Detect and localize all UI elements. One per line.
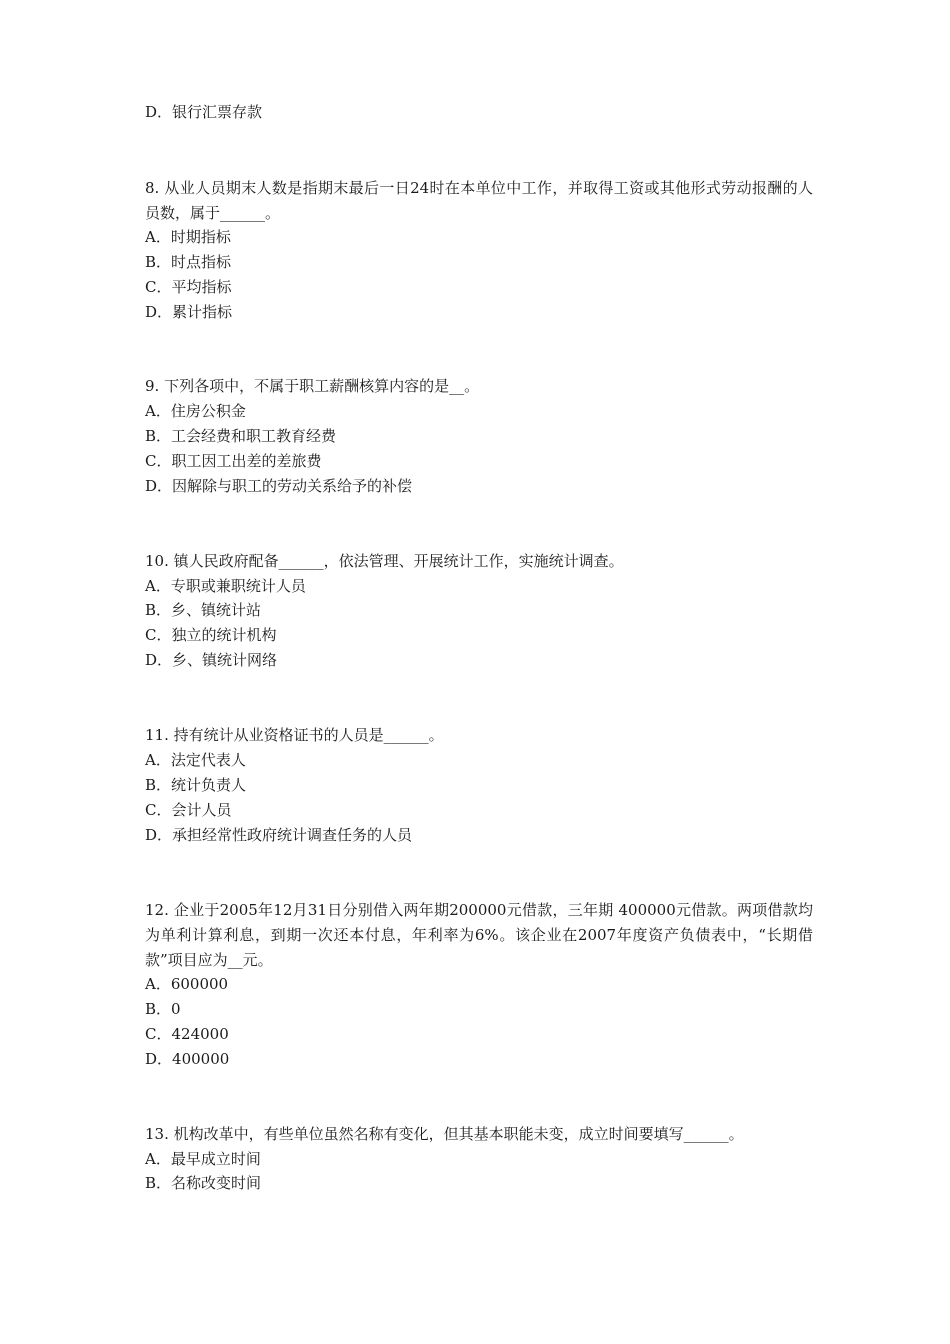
question-9-option-a: A．住房公积金 [145,402,246,420]
option-d-prev: D．银行汇票存款 [145,103,263,121]
question-8-stem: 8. 从业人员期末人数是指期末最后一日24时在本单位中工作，并取得工资或其他形式劳动报酬的人员数，属于______。 [145,179,813,222]
question-9-option-b: B．工会经费和职工教育经费 [145,427,337,445]
question-12-stem: 12. 企业于2005年12月31日分别借入两年期200000元借款，三年期 400000元借款。两项借款均为单利计算利息，到期一次还本付息，年利率为6%。该企业在2007年度资产负债表中，“长期借款”项目应为__元。 [145,901,813,969]
question-13-stem: 13. 机构改革中，有些单位虽然名称有变化，但其基本职能未变，成立时间要填写______。 [145,1125,744,1143]
question-9-stem: 9. 下列各项中，不属于职工薪酬核算内容的是__。 [145,377,480,395]
question-12-option-d: D．400000 [145,1050,230,1068]
question-8-option-a: A．时期指标 [145,228,231,246]
question-8-option-d: D．累计指标 [145,303,233,321]
question-10-option-c: C．独立的统计机构 [145,626,277,644]
question-10-stem: 10. 镇人民政府配备______，依法管理、开展统计工作，实施统计调查。 [145,552,624,570]
question-9-option-c: C．职工因工出差的差旅费 [145,452,322,470]
question-11-option-a: A．法定代表人 [145,751,246,769]
question-11-option-d: D．承担经常性政府统计调查任务的人员 [145,826,413,844]
question-11-stem: 11. 持有统计从业资格证书的人员是______。 [145,726,444,744]
question-12-option-a: A．600000 [145,975,229,993]
question-13-option-b: B．名称改变时间 [145,1174,262,1192]
question-12-option-b: B．0 [145,1000,181,1018]
question-10-option-d: D．乡、镇统计网络 [145,651,278,669]
question-8-option-b: B．时点指标 [145,253,232,271]
question-12-option-c: C．424000 [145,1025,229,1043]
question-11-option-b: B．统计负责人 [145,776,247,794]
question-10-option-b: B．乡、镇统计站 [145,601,262,619]
question-10-option-a: A．专职或兼职统计人员 [145,577,306,595]
question-11-option-c: C．会计人员 [145,801,232,819]
question-8-option-c: C．平均指标 [145,278,232,296]
question-13-option-a: A．最早成立时间 [145,1150,261,1168]
question-9-option-d: D．因解除与职工的劳动关系给予的补偿 [145,477,413,495]
